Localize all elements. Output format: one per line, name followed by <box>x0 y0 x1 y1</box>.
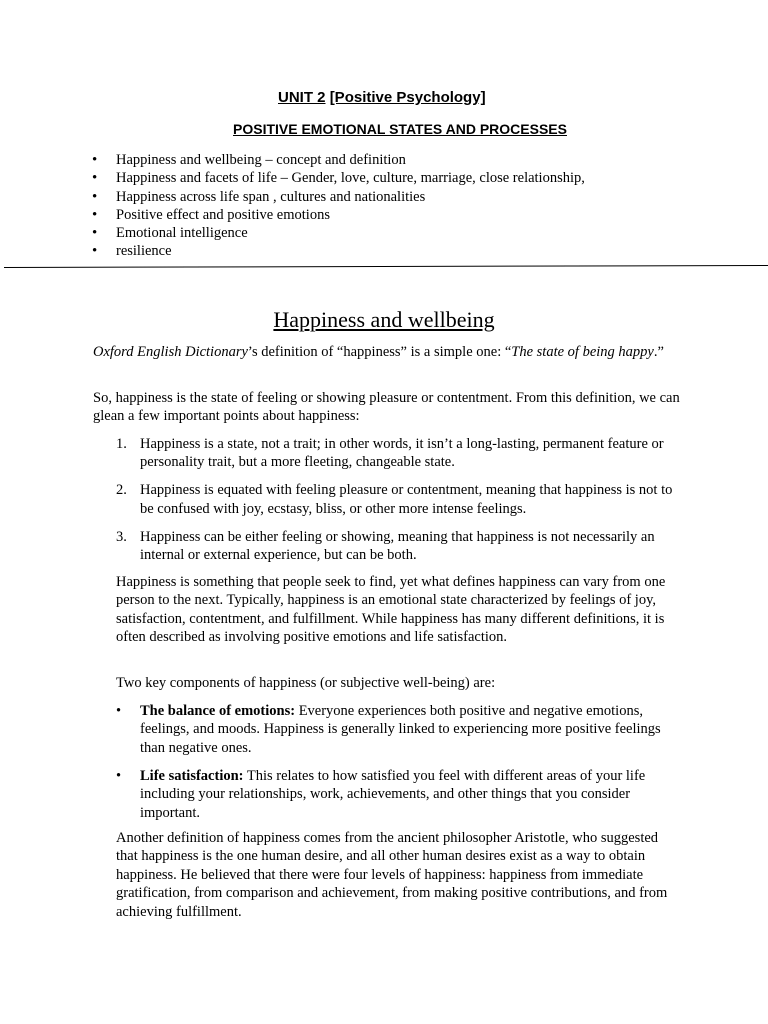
item-text: Happiness is a state, not a trait; in other words, it isn’t a long-lasting, permanent feature or personality trait, but a more fleeting, changeable state. <box>140 436 664 471</box>
oed-definition <box>93 343 683 361</box>
list-item <box>116 702 676 757</box>
oed-middle: ’s definition of “happiness” is a simple one: “ <box>247 344 512 360</box>
list-item <box>116 435 676 472</box>
component-text: Everyone experiences both positive and negative emotions, feelings, and moods. Happiness is generally linked to experiencing more positive feelings than negative ones. <box>140 703 661 756</box>
item-number: 2. <box>116 482 127 499</box>
subtitle-heading: POSITIVE EMOTIONAL STATES AND PROCESSES <box>233 121 567 137</box>
list-item <box>116 481 676 518</box>
list-item <box>116 767 676 822</box>
list-item: • Happiness and facets of life – Gender, love, culture, marriage, close relationship, <box>92 169 585 187</box>
item-text: Happiness can be either feeling or showing, meaning that happiness is not necessarily an internal or external experience, but can be both. <box>140 528 655 564</box>
list-item <box>116 528 676 565</box>
unit-topic: [Positive Psychology] <box>329 89 486 106</box>
component-term: Life satisfaction: <box>140 767 244 784</box>
list-item: • Emotional intelligence <box>92 224 585 242</box>
item-number: 1. <box>116 436 127 452</box>
section-title: Happiness and wellbeing <box>273 307 495 332</box>
body-paragraph: Happiness is something that people seek to find, yet what defines happiness can vary from one person to the next. Typically, happiness is an emotional state characterized by feelings of joy, satisfaction, contentment, and fulfillment. While happiness has many different definitions, it is often described as involving positive emotions and life satisfaction. <box>116 574 666 646</box>
topic-list <box>92 151 585 261</box>
item-text: Happiness is equated with feeling pleasure or contentment, meaning that happiness is not to be confused with joy, ecstasy, bliss, or other more intense feelings. <box>140 482 673 517</box>
intro-paragraph: So, happiness is the state of feeling or showing pleasure or contentment. From this definition, we can glean a few important points about happiness: <box>93 390 680 425</box>
item-number: 3. <box>116 528 127 545</box>
unit-label: UNIT 2 <box>278 89 326 106</box>
component-term: The balance of emotions: <box>140 703 296 719</box>
components-list <box>116 702 676 831</box>
component-text: This relates to how satisfied you feel with different areas of your life including your relationships, work, achievements, and other things that you consider important. <box>140 767 646 821</box>
body-paragraph: Another definition of happiness comes from the ancient philosopher Aristotle, who suggested that happiness is the one human desire, and all other human desires exist as a way to obtain happiness. He believed that there were four levels of happiness: happiness from immediate gratification, from comparison and achievement, from making positive contributions, and from achieving fulfillment. <box>116 830 668 920</box>
points-list <box>116 435 676 574</box>
unit-heading <box>278 89 486 106</box>
oed-quote: The state of being happy <box>511 344 654 360</box>
oed-source: Oxford English Dictionary <box>93 344 248 360</box>
oed-end: .” <box>653 344 664 360</box>
list-item: • resilience <box>92 242 585 260</box>
list-item: • Positive effect and positive emotions <box>92 206 585 224</box>
components-intro: Two key components of happiness (or subjective well-being) are: <box>116 675 496 691</box>
list-item: • Happiness and wellbeing – concept and definition <box>92 151 585 169</box>
list-item: • Happiness across life span , cultures and nationalities <box>92 188 585 206</box>
horizontal-divider <box>4 265 768 268</box>
